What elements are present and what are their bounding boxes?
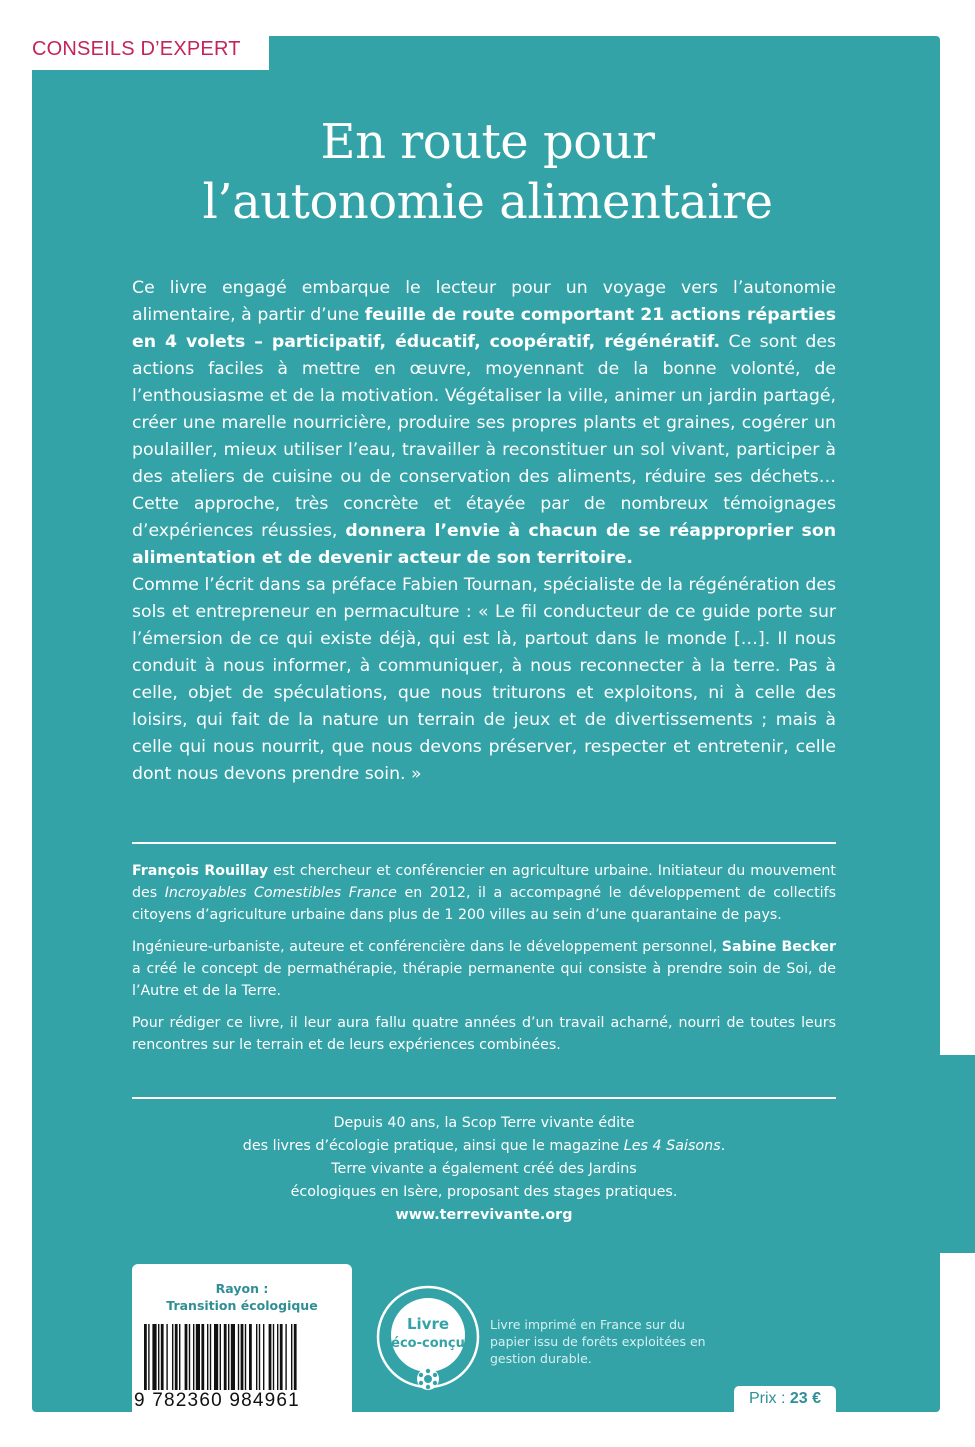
shelf-label: Rayon :: [215, 1281, 269, 1296]
publisher-line: Depuis 40 ans, la Scop Terre vivante édite: [333, 1115, 635, 1131]
blurb-paragraph-1: [132, 275, 836, 572]
publisher-line: écologiques en Isère, proposant des stages pratiques.: [290, 1184, 678, 1200]
shelf-category: [132, 1280, 352, 1314]
eco-print-notice: Livre imprimé en France sur du papier issu de forêts exploitées en gestion durable.: [490, 1317, 706, 1366]
blurb: [132, 275, 836, 788]
blurb-text: Ce sont des actions faciles à mettre en œuvre, moyennant de la bonne volonté, de l’enthousiasme et de la motivation. Végétaliser la ville, animer un jardin partagé, créer une marelle nourricière, produire ses propres plants et graines, cogérer un poulailler, mieux utiliser l’eau, travailler à reconstituer un sol vivant, participer à des ateliers de cuisine ou de conservation des aliments, réduire ses déchets… Cette approche, très concrète et étayée par de nombreux témoignages d’expériences réussies,: [132, 332, 836, 541]
price-label: Prix :: [748, 1390, 790, 1407]
shelf-value: Transition écologique: [166, 1298, 318, 1313]
bio-italic: Incroyables Comestibles France: [164, 885, 397, 901]
magazine-title: Les 4 Saisons: [623, 1138, 721, 1154]
price-tag: [734, 1386, 836, 1412]
bio-text: est chercheur et conférencier en agriculture urbaine. Initiateur du mouvement des: [132, 863, 836, 901]
publisher-line: Terre vivante a également créé des Jardins: [331, 1161, 637, 1177]
blurb-text: Ce livre engagé embarque le lecteur pour un voyage vers l’autonomie alimentaire, à partir d’une: [132, 278, 836, 325]
divider-rule: [132, 1097, 836, 1099]
bio-text: en 2012, il a accompagné le développement de collectifs citoyens d’agriculture urbaine dans plus de 1 200 villes au sein d’une quarantaine de pays.: [132, 885, 836, 923]
barcode-icon: [144, 1324, 340, 1390]
blurb-paragraph-2: Comme l’écrit dans sa préface Fabien Tournan, spécialiste de la régénération des sols et entrepreneur en permaculture : « Le fil conducteur de ce guide porte sur l’émersion de ce qui existe déjà, qui est là, partout dans le monde […]. Il nous conduit à nous informer, à communiquer, à nous reconnecter à la terre. Pas à celle, objet de spéculations, que nous triturons et exploitons, ni à celle des loisirs, qui fait de la nature un terrain de jeux et de divertissements ; mais à celle qui nous nourrit, que nous devons préserver, respecter et entretenir, celle dont nous devons prendre soin. »: [132, 575, 836, 784]
bio-text: Ingénieure-urbaniste, auteure et conférencière dans le développement personnel,: [132, 939, 722, 955]
book-title-line-2: l’autonomie alimentaire: [202, 174, 773, 230]
publisher-text: des livres d’écologie pratique, ainsi que le magazine: [242, 1138, 624, 1154]
publisher-text: .: [720, 1138, 726, 1154]
bio-text: a créé le concept de permathérapie, thérapie permanente qui consiste à prendre soin de Soi, de l’Autre et de la Terre.: [132, 961, 836, 999]
bio-author-2: [132, 936, 836, 1002]
flower-icon: [417, 1368, 439, 1390]
bio-author-1: [132, 860, 836, 926]
isbn-digits: 9 782360 984961: [134, 1390, 300, 1411]
publisher-url[interactable]: www.terrevivante.org: [395, 1207, 573, 1223]
barcode-box: [132, 1264, 352, 1413]
divider-rule: [132, 842, 836, 844]
badge-line-1: Livre: [406, 1315, 450, 1333]
eco-design-badge-icon: [372, 1283, 484, 1395]
spine-edge-strip: [940, 1055, 975, 1253]
author-bios: [132, 860, 836, 1066]
author-name: Sabine Becker: [721, 939, 836, 955]
price-value: 23 €: [789, 1390, 822, 1407]
book-title-line-1: En route pour: [320, 114, 655, 170]
blurb-emphasis: donnera l’envie à chacun de se réapproprier son alimentation et de devenir acteur de son territoire.: [132, 521, 836, 568]
bio-closing: Pour rédiger ce livre, il leur aura fallu quatre années d’un travail acharné, nourri de toutes leurs rencontres sur le terrain et de leurs expériences combinées.: [132, 1015, 836, 1053]
publisher-info: [132, 1112, 836, 1227]
blurb-emphasis: feuille de route comportant 21 actions réparties en 4 volets – participatif, éducatif, coopératif, régénératif.: [132, 305, 836, 352]
badge-line-2: éco-conçu: [391, 1336, 465, 1351]
series-label: CONSEILS D’EXPERT: [22, 34, 269, 70]
author-name: François Rouillay: [132, 863, 269, 879]
book-title: [100, 112, 875, 232]
publisher-line: [132, 1135, 836, 1158]
